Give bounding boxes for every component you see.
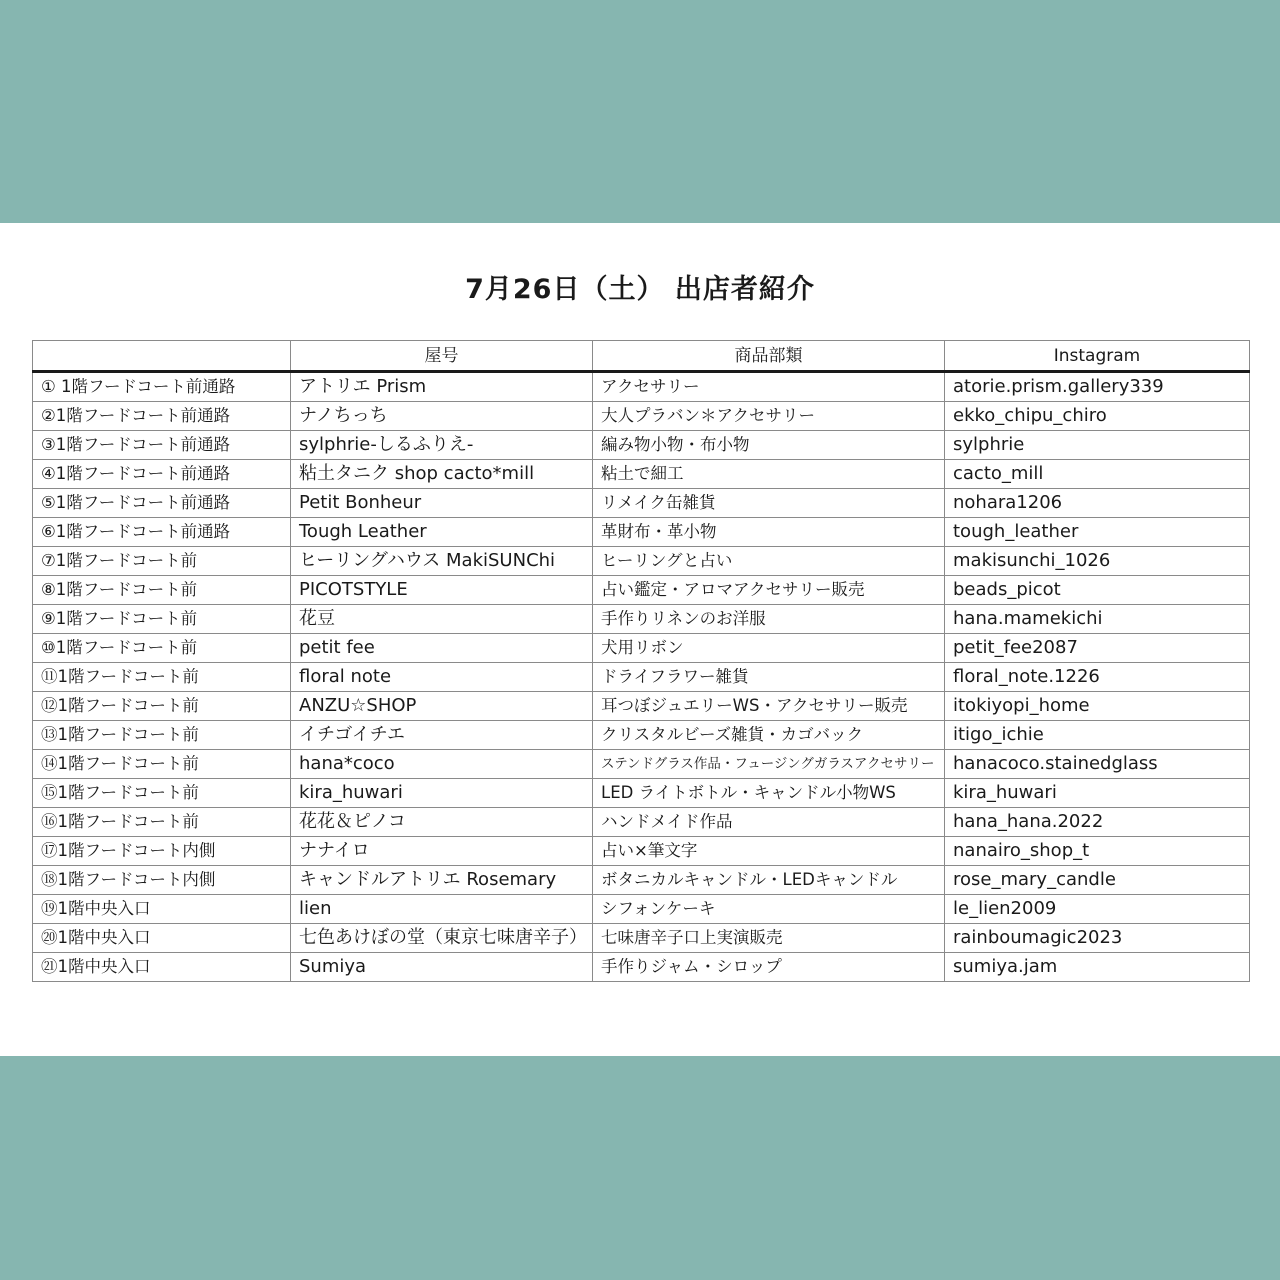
- cell-instagram: nohara1206: [945, 489, 1250, 518]
- cell-shop-name: lien: [291, 895, 593, 924]
- cell-location: ⑥1階フードコート前通路: [33, 518, 291, 547]
- table-header-row: [33, 341, 1250, 372]
- cell-category: 粘土で細工: [593, 460, 945, 489]
- document-sheet: [0, 223, 1280, 1056]
- cell-location: ① 1階フードコート前通路: [33, 372, 291, 402]
- cell-category: 占い鑑定・アロマアクセサリー販売: [593, 576, 945, 605]
- cell-category: 占い×筆文字: [593, 837, 945, 866]
- cell-category: ハンドメイド作品: [593, 808, 945, 837]
- page-title: 7月26日（土） 出店者紹介: [465, 274, 815, 305]
- cell-instagram: nanairo_shop_t: [945, 837, 1250, 866]
- cell-shop-name: 七色あけぼの堂（東京七味唐辛子）: [291, 924, 593, 953]
- cell-instagram: kira_huwari: [945, 779, 1250, 808]
- table-row: [33, 431, 1250, 460]
- cell-category: 手作りジャム・シロップ: [593, 953, 945, 982]
- cell-shop-name: sylphrie-しるふりえ-: [291, 431, 593, 460]
- cell-instagram: tough_leather: [945, 518, 1250, 547]
- cell-instagram: cacto_mill: [945, 460, 1250, 489]
- table-row: [33, 663, 1250, 692]
- cell-location: ⑧1階フードコート前: [33, 576, 291, 605]
- table-row: [33, 372, 1250, 402]
- cell-shop-name: 花花＆ピノコ: [291, 808, 593, 837]
- cell-location: ⑫1階フードコート前: [33, 692, 291, 721]
- header-location: [33, 341, 291, 372]
- cell-instagram: sumiya.jam: [945, 953, 1250, 982]
- table-row: [33, 895, 1250, 924]
- cell-location: ⑰1階フードコート内側: [33, 837, 291, 866]
- cell-shop-name: ANZU☆SHOP: [291, 692, 593, 721]
- table-row: [33, 460, 1250, 489]
- cell-shop-name: キャンドルアトリエ Rosemary: [291, 866, 593, 895]
- cell-instagram: ekko_chipu_chiro: [945, 402, 1250, 431]
- vendor-table: [32, 340, 1250, 982]
- cell-instagram: itigo_ichie: [945, 721, 1250, 750]
- header-category: 商品部類: [593, 341, 945, 372]
- table-row: [33, 837, 1250, 866]
- cell-shop-name: ナノちっち: [291, 402, 593, 431]
- cell-instagram: floral_note.1226: [945, 663, 1250, 692]
- cell-category: クリスタルビーズ雑貨・カゴバック: [593, 721, 945, 750]
- cell-location: ⑱1階フードコート内側: [33, 866, 291, 895]
- cell-location: ⑳1階中央入口: [33, 924, 291, 953]
- cell-instagram: hanacoco.stainedglass: [945, 750, 1250, 779]
- cell-shop-name: floral note: [291, 663, 593, 692]
- top-color-band: [0, 0, 1280, 223]
- table-row: [33, 924, 1250, 953]
- cell-category: 耳つぼジュエリーWS・アクセサリー販売: [593, 692, 945, 721]
- cell-category: ドライフラワー雑貨: [593, 663, 945, 692]
- cell-category: アクセサリー: [593, 372, 945, 402]
- cell-category: ヒーリングと占い: [593, 547, 945, 576]
- cell-shop-name: hana*coco: [291, 750, 593, 779]
- cell-shop-name: Petit Bonheur: [291, 489, 593, 518]
- cell-category: リメイク缶雑貨: [593, 489, 945, 518]
- cell-shop-name: ナナイロ: [291, 837, 593, 866]
- bottom-color-band: [0, 1056, 1280, 1280]
- cell-location: ⑬1階フードコート前: [33, 721, 291, 750]
- cell-location: ⑲1階中央入口: [33, 895, 291, 924]
- cell-category: 手作りリネンのお洋服: [593, 605, 945, 634]
- header-shop-name: 屋号: [291, 341, 593, 372]
- table-row: [33, 605, 1250, 634]
- table-row: [33, 576, 1250, 605]
- table-row: [33, 518, 1250, 547]
- table-row: [33, 953, 1250, 982]
- cell-instagram: makisunchi_1026: [945, 547, 1250, 576]
- cell-location: ⑤1階フードコート前通路: [33, 489, 291, 518]
- cell-shop-name: Sumiya: [291, 953, 593, 982]
- cell-instagram: hana.mamekichi: [945, 605, 1250, 634]
- cell-category: LED ライトボトル・キャンドル小物WS: [593, 779, 945, 808]
- cell-location: ⑦1階フードコート前: [33, 547, 291, 576]
- cell-shop-name: Tough Leather: [291, 518, 593, 547]
- cell-instagram: le_lien2009: [945, 895, 1250, 924]
- cell-instagram: petit_fee2087: [945, 634, 1250, 663]
- cell-category: ステンドグラス作品・フュージングガラスアクセサリー: [593, 750, 945, 779]
- cell-location: ⑩1階フードコート前: [33, 634, 291, 663]
- table-row: [33, 779, 1250, 808]
- cell-location: ③1階フードコート前通路: [33, 431, 291, 460]
- cell-shop-name: petit fee: [291, 634, 593, 663]
- table-row: [33, 489, 1250, 518]
- cell-shop-name: ヒーリングハウス MakiSUNChi: [291, 547, 593, 576]
- cell-category: 七味唐辛子口上実演販売: [593, 924, 945, 953]
- cell-location: ④1階フードコート前通路: [33, 460, 291, 489]
- cell-shop-name: kira_huwari: [291, 779, 593, 808]
- cell-shop-name: 花豆: [291, 605, 593, 634]
- cell-location: ⑮1階フードコート前: [33, 779, 291, 808]
- table-row: [33, 721, 1250, 750]
- cell-location: ⑯1階フードコート前: [33, 808, 291, 837]
- cell-instagram: rose_mary_candle: [945, 866, 1250, 895]
- cell-category: 犬用リボン: [593, 634, 945, 663]
- vendor-table-body: [33, 372, 1250, 982]
- cell-category: シフォンケーキ: [593, 895, 945, 924]
- cell-location: ㉑1階中央入口: [33, 953, 291, 982]
- cell-category: ボタニカルキャンドル・LEDキャンドル: [593, 866, 945, 895]
- cell-instagram: rainboumagic2023: [945, 924, 1250, 953]
- table-row: [33, 547, 1250, 576]
- cell-location: ⑭1階フードコート前: [33, 750, 291, 779]
- cell-location: ⑨1階フードコート前: [33, 605, 291, 634]
- table-row: [33, 692, 1250, 721]
- table-row: [33, 634, 1250, 663]
- header-instagram: Instagram: [945, 341, 1250, 372]
- cell-location: ⑪1階フードコート前: [33, 663, 291, 692]
- cell-location: ②1階フードコート前通路: [33, 402, 291, 431]
- table-row: [33, 750, 1250, 779]
- table-row: [33, 402, 1250, 431]
- cell-category: 革財布・革小物: [593, 518, 945, 547]
- cell-instagram: itokiyopi_home: [945, 692, 1250, 721]
- table-row: [33, 808, 1250, 837]
- cell-instagram: atorie.prism.gallery339: [945, 372, 1250, 402]
- cell-shop-name: 粘土タニク shop cacto*mill: [291, 460, 593, 489]
- cell-instagram: beads_picot: [945, 576, 1250, 605]
- table-row: [33, 866, 1250, 895]
- cell-category: 編み物小物・布小物: [593, 431, 945, 460]
- cell-shop-name: イチゴイチエ: [291, 721, 593, 750]
- cell-shop-name: PICOTSTYLE: [291, 576, 593, 605]
- cell-category: 大人プラバン＊アクセサリー: [593, 402, 945, 431]
- cell-shop-name: アトリエ Prism: [291, 372, 593, 402]
- cell-instagram: sylphrie: [945, 431, 1250, 460]
- cell-instagram: hana_hana.2022: [945, 808, 1250, 837]
